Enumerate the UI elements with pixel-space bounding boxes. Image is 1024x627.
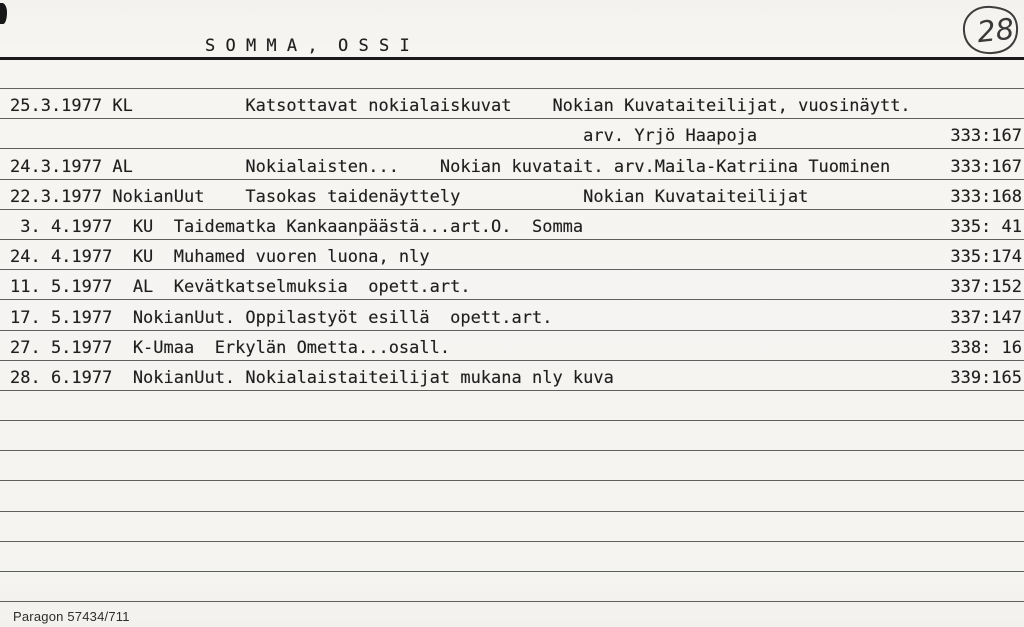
blank-ruled-row bbox=[0, 572, 1024, 602]
blank-ruled-row bbox=[0, 481, 1024, 511]
entry-row bbox=[0, 89, 1024, 119]
reference-number: 335: 41 bbox=[950, 216, 1022, 237]
handwritten-page-number-badge bbox=[956, 1, 1024, 59]
entry-text: 25.3.1977 KL Katsottavat nokialaiskuvat Nokian Kuvataiteilijat, vuosinäytt. bbox=[10, 96, 911, 117]
reference-number: 333:167 bbox=[950, 126, 1022, 147]
entry-text: 24. 4.1977 KU Muhamed vuoren luona, nly bbox=[10, 247, 430, 268]
entry-row bbox=[0, 180, 1024, 210]
blank-ruled-row bbox=[0, 421, 1024, 451]
entry-row bbox=[0, 361, 1024, 391]
reference-number: 339:165 bbox=[950, 367, 1022, 388]
entry-row bbox=[0, 270, 1024, 300]
entry-row bbox=[0, 300, 1024, 330]
reference-number: 337:152 bbox=[950, 277, 1022, 298]
blank-ruled-row bbox=[0, 512, 1024, 542]
entry-text: 3. 4.1977 KU Taidematka Kankaanpäästä...art.O. Somma bbox=[10, 216, 584, 237]
scan-edge-mark bbox=[0, 3, 7, 24]
blank-ruled-row bbox=[0, 542, 1024, 572]
entry-text: 11. 5.1977 AL Kevätkatselmuksia opett.art. bbox=[10, 277, 471, 298]
blank-ruled-row bbox=[0, 391, 1024, 421]
blank-ruled-row bbox=[0, 451, 1024, 481]
entry-list bbox=[0, 89, 1024, 602]
entry-row bbox=[0, 210, 1024, 240]
entry-row bbox=[0, 149, 1024, 179]
reference-number: 337:147 bbox=[950, 307, 1022, 328]
card-manufacturer-imprint: Paragon 57434/711 bbox=[13, 609, 130, 624]
card-title: S O M M A , O S S I bbox=[205, 36, 410, 56]
reference-number: 333:168 bbox=[950, 186, 1022, 207]
entry-text: 28. 6.1977 NokianUut. Nokialaistaiteilijat mukana nly kuva bbox=[10, 367, 614, 388]
page-number: 28 bbox=[975, 11, 1016, 50]
reference-number: 338: 16 bbox=[950, 337, 1022, 358]
entry-text: 22.3.1977 NokianUut Tasokas taidenäyttely Nokian Kuvataiteilijat bbox=[10, 186, 809, 207]
reference-number: 335:174 bbox=[950, 247, 1022, 268]
entry-text: 27. 5.1977 K-Umaa Erkylän Ometta...osall. bbox=[10, 337, 451, 358]
entry-row bbox=[0, 240, 1024, 270]
entry-row bbox=[0, 331, 1024, 361]
reference-number: 333:167 bbox=[950, 156, 1022, 177]
entry-row bbox=[0, 119, 1024, 149]
entry-text: arv. Yrjö Haapoja bbox=[10, 126, 758, 147]
entry-text: 24.3.1977 AL Nokialaisten... Nokian kuvatait. arv.Maila-Katriina Tuominen bbox=[10, 156, 891, 177]
entry-text: 17. 5.1977 NokianUut. Oppilastyöt esillä opett.art. bbox=[10, 307, 553, 328]
header-heavy-rule bbox=[0, 57, 1024, 60]
